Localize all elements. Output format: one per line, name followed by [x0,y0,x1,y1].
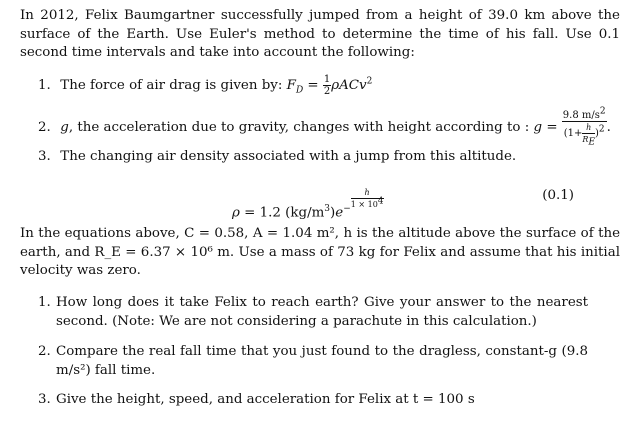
drag-force-formula: $F_D$ = $\frac{1}{2}$ ρACv$^2$ [286,74,373,97]
question-3 [38,391,588,410]
item-text: the acceleration due to gravity, changes with height according to : [77,120,530,135]
equation-number: (0.1) [542,188,574,203]
intro-paragraph: In 2012, Felix Baumgartner successfully jumped from a height of 39.0 km above the surface of the Earth. Use Euler's method to determine the time of his fall. Use 0.1 second time intervals and take into account the following: [20,8,620,60]
density-formula: ρ = 1.2 $(kg/m^3)e^{- \frac{h}{1 \times 10^4}}$ [232,188,384,221]
gravity-symbol: g, [60,120,74,135]
item-text: The changing air density associated with a jump from this altitude. [60,149,517,164]
consideration-1 [38,74,372,97]
item-number: 1. [38,295,51,310]
question-1 [38,294,588,331]
gravity-formula: g = 9.8 $m/s^2$ (1+ $\frac{h}{R_E}$ )$^2$ . [533,106,611,148]
item-number: 3. [38,149,51,164]
given-values-paragraph: In the equations above, C = 0.58, A = 1.04 m², h is the altitude above the surface of the earth, and R_E = 6.37 × 10⁶ m. Use a mass of 73 kg for Felix and assume that his initial velocity was zero. [20,226,620,278]
item-number: 2. [38,344,51,359]
item-number: 1. [38,78,51,93]
item-text: Give the height, speed, and acceleration for Felix at t = 100 s [56,392,475,407]
question-2 [38,343,588,380]
consideration-2 [38,106,611,148]
consideration-3 [38,148,516,167]
item-text: Compare the real fall time that you just found to the dragless, constant-g (9.8 m/s²) fall time. [56,344,588,378]
item-text: How long does it take Felix to reach earth? Give your answer to the nearest second. (Note: We are not considering a parachute in this calculation.) [56,295,588,329]
density-equation [0,187,642,221]
item-number: 3. [38,392,51,407]
item-text: The force of air drag is given by: [60,78,283,93]
item-number: 2. [38,120,51,135]
